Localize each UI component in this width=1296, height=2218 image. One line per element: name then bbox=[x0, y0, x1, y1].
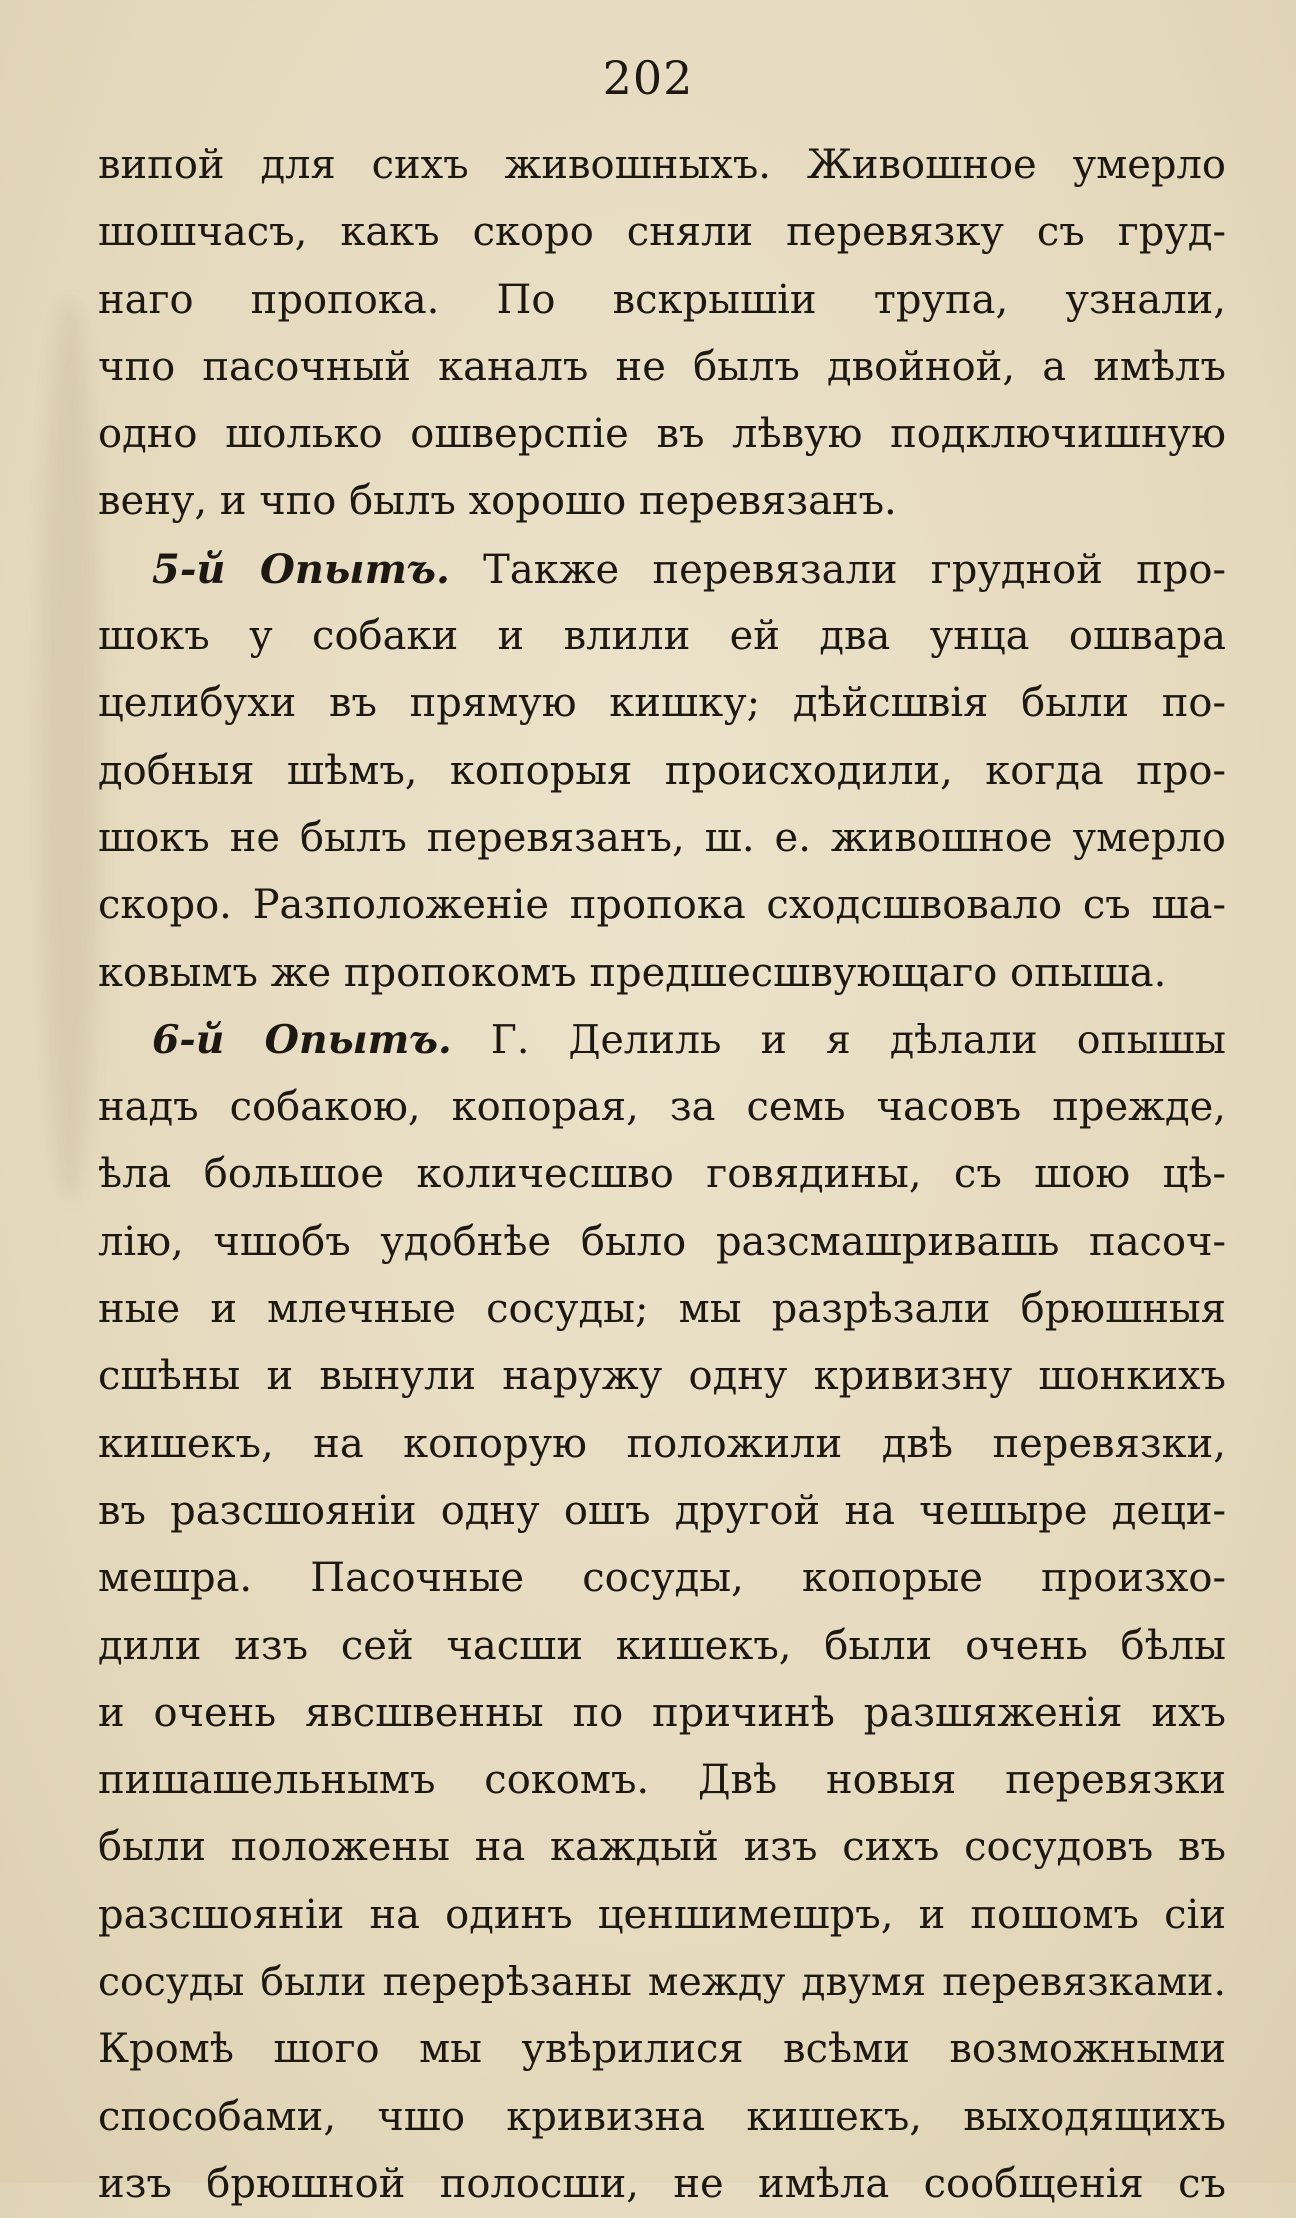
text-line bbox=[98, 1613, 1226, 1680]
line-text: пишашельнымъ сокомъ. Двѣ новыя перевязки bbox=[98, 1757, 1226, 1804]
line-text: въ разсшояніи одну ошъ другой на чешыре деци- bbox=[98, 1487, 1226, 1534]
text-line bbox=[98, 1478, 1226, 1545]
text-line bbox=[98, 1007, 1226, 1074]
experiment-heading: 6-й Опытъ. bbox=[152, 1016, 452, 1063]
line-text: випой для сихъ живошныхъ. Живошное умерло bbox=[98, 142, 1226, 188]
text-line bbox=[98, 738, 1226, 805]
text-line bbox=[98, 1074, 1226, 1141]
text-line bbox=[98, 1141, 1226, 1208]
line-text: надъ собакою, копорая, за семь часовъ прежде, bbox=[98, 1084, 1226, 1131]
text-line bbox=[98, 2151, 1226, 2218]
text-line bbox=[98, 1747, 1226, 1814]
text-line bbox=[98, 267, 1226, 334]
line-text: шошчасъ, какъ скоро сняли перевязку съ груд- bbox=[98, 209, 1226, 256]
text-line bbox=[98, 1209, 1226, 1276]
text-line bbox=[98, 199, 1226, 266]
text-line bbox=[98, 603, 1226, 670]
text-line bbox=[98, 1411, 1226, 1478]
line-text: скоро. Разположеніе пропока сходсшвовало съ ша- bbox=[98, 882, 1226, 929]
text-line bbox=[98, 2084, 1226, 2151]
line-text: изъ брюшной полосши, не имѣла сообщенія съ bbox=[98, 2160, 1226, 2207]
line-text: ѣла большое количесшво говядины, съ шою цѣ- bbox=[98, 1151, 1226, 1198]
line-text: шокъ у собаки и влили ей два унца ошвара bbox=[98, 613, 1226, 660]
text-line bbox=[98, 1680, 1226, 1747]
text-line bbox=[98, 1882, 1226, 1949]
line-text: ные и млечные сосуды; мы разрѣзали брюшныя bbox=[98, 1286, 1226, 1333]
text-line bbox=[98, 1343, 1226, 1410]
text-line bbox=[98, 1949, 1226, 2016]
line-text: кишекъ, на копорую положили двѣ перевязки, bbox=[98, 1420, 1226, 1467]
line-text: ковымъ же пропокомъ предшесшвующаго опыша. bbox=[98, 949, 1167, 996]
text-line bbox=[98, 468, 1226, 535]
text-line bbox=[98, 1814, 1226, 1881]
line-text: дили изъ сей часши кишекъ, были очень бѣлы bbox=[98, 1622, 1226, 1669]
line-text: были положены на каждый изъ сихъ сосудовъ въ bbox=[98, 1824, 1226, 1871]
line-text: наго пропока. По вскрышіи трупа, узнали, bbox=[98, 276, 1226, 323]
line-text: лію, чшобъ удобнѣе было разсмашривашь пасоч- bbox=[98, 1218, 1226, 1265]
line-text: Также перевязали грудной про- bbox=[449, 546, 1226, 593]
line-text: добныя шѣмъ, копорыя происходили, когда про- bbox=[98, 747, 1226, 794]
text-line bbox=[98, 334, 1226, 401]
line-text: шокъ не былъ перевязанъ, ш. е. живошное умерло bbox=[98, 814, 1226, 861]
line-text: Г. Делиль и я дѣлали опышы bbox=[451, 1016, 1226, 1063]
page-number: 202 bbox=[602, 51, 694, 105]
text-line bbox=[98, 940, 1226, 1007]
text-line bbox=[98, 1545, 1226, 1612]
line-text: чпо пасочный каналъ не былъ двойной, а имѣлъ bbox=[98, 343, 1226, 390]
line-text: сосуды были перерѣзаны между двумя перевязками. bbox=[98, 1959, 1226, 2006]
line-text: сшѣны и вынули наружу одну кривизну шонкихъ bbox=[98, 1353, 1226, 1400]
experiment-heading: 5-й Опытъ. bbox=[152, 545, 450, 593]
line-text: способами, чшо кривизна кишекъ, выходящихъ bbox=[98, 2093, 1226, 2140]
line-text: целибухи въ прямую кишку; дѣйсшвія были по- bbox=[98, 680, 1226, 727]
body-text bbox=[98, 132, 1226, 2218]
line-text: и очень явсшвенны по причинѣ разшяженія ихъ bbox=[98, 1689, 1226, 1736]
line-text: вену, и чпо былъ хорошо перевязанъ. bbox=[98, 478, 897, 525]
text-line bbox=[98, 805, 1226, 872]
text-line bbox=[98, 536, 1226, 603]
text-line bbox=[98, 132, 1226, 199]
text-line bbox=[98, 1276, 1226, 1343]
text-line bbox=[98, 670, 1226, 737]
line-text: одно шолько ошверспіе въ лѣвую подключишную bbox=[98, 411, 1226, 458]
page-edge-shadow bbox=[40, 300, 100, 1200]
text-line bbox=[98, 401, 1226, 468]
line-text: мешра. Пасочные сосуды, копорые произхо- bbox=[98, 1555, 1226, 1602]
text-line bbox=[98, 872, 1226, 939]
line-text: разсшояніи на одинъ ценшимешръ, и пошомъ сіи bbox=[98, 1891, 1226, 1938]
line-text: Кромѣ шого мы увѣрилися всѣми возможными bbox=[98, 2026, 1226, 2073]
text-line bbox=[98, 2016, 1226, 2083]
